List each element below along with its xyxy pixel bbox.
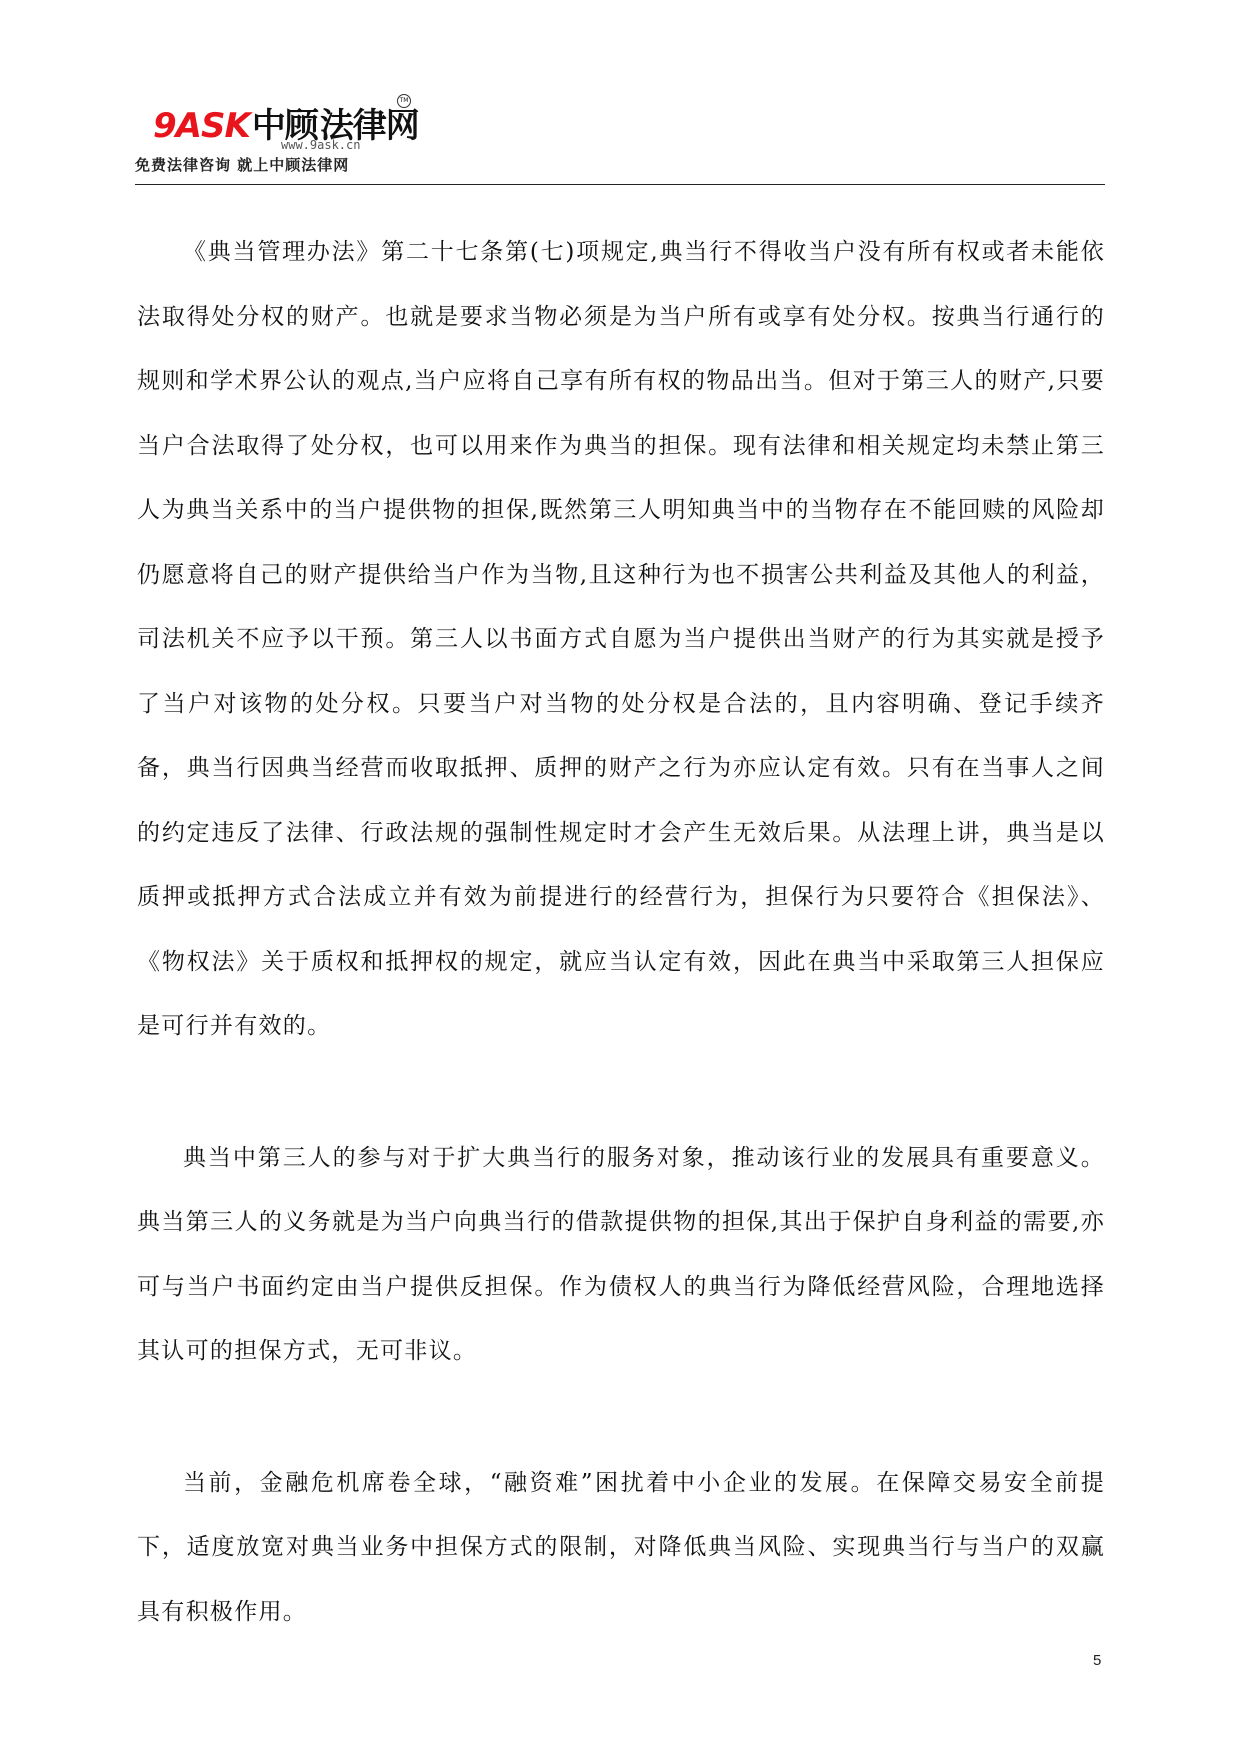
logo-brand-cn: 中顾: [251, 106, 318, 146]
header-divider: [135, 184, 1105, 185]
trademark-icon: TM: [397, 94, 411, 108]
paragraph-3: 当前，金融危机席卷全球，“融资难”困扰着中小企业的发展。在保障交易安全前提下，适度放宽对典当业务中担保方式的限制，对降低典当风险、实现典当行与当户的双赢具有积极作用。: [137, 1469, 1105, 1625]
logo-brand-suffix: 法律网: [319, 106, 419, 146]
page-header: [135, 88, 1105, 188]
logo-url: www.9ask.cn: [281, 138, 361, 152]
document-body: [137, 220, 1105, 1711]
page-number: 5: [1093, 1652, 1102, 1669]
paragraph-2: 典当中第三人的参与对于扩大典当行的服务对象，推动该行业的发展具有重要意义。典当第三人的义务就是为当户向典当行的借款提供物的担保,其出于保护自身利益的需要,亦可与当户书面约定由当户提供反担保。作为债权人的典当行为降低经营风险，合理地选择其认可的担保方式，无可非议。: [137, 1144, 1105, 1364]
logo: [135, 88, 475, 180]
logo-brand-prefix: 9ASK: [153, 106, 250, 146]
paragraph-1: 《典当管理办法》第二十七条第(七)项规定,典当行不得收当户没有所有权或者未能依法取得处分权的财产。也就是要求当物必须是为当户所有或享有处分权。按典当行通行的规则和学术界公认的观点,当户应将自己享有所有权的物品出当。但对于第三人的财产,只要当户合法取得了处分权，也可以用来作为典当的担保。现有法律和相关规定均未禁止第三人为典当关系中的当户提供物的担保,既然第三人明知典当中的当物存在不能回赎的风险却仍愿意将自己的财产提供给当户作为当物,且这种行为也不损害公共利益及其他人的利益，司法机关不应予以干预。第三人以书面方式自愿为当户提供出当财产的行为其实就是授予了当户对该物的处分权。只要当户对当物的处分权是合法的，且内容明确、登记手续齐备，典当行因典当经营而收取抵押、质押的财产之行为亦应认定有效。只有在当事人之间的约定违反了法律、行政法规的强制性规定时才会产生无效后果。从法理上讲，典当是以质押或抵押方式合法成立并有效为前提进行的经营行为，担保行为只要符合《担保法》、《物权法》关于质权和抵押权的规定，就应当认定有效，因此在典当中采取第三人担保应是可行并有效的。: [137, 239, 1105, 1039]
logo-slogan: 免费法律咨询 就上中顾法律网: [135, 156, 350, 174]
